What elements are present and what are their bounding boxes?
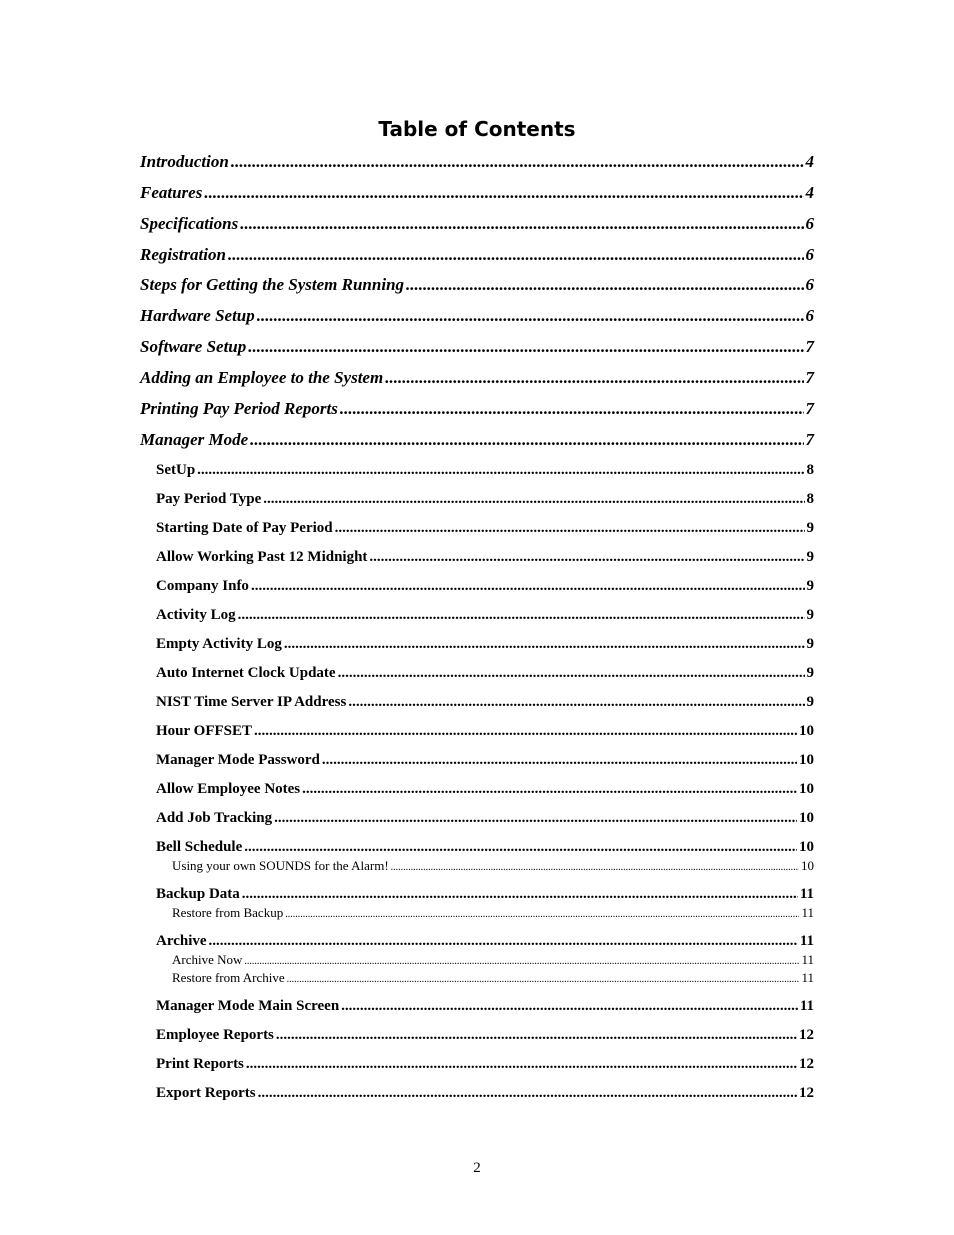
toc-entry[interactable] — [156, 692, 814, 712]
toc-entry-label: Employee Reports — [156, 1027, 274, 1043]
toc-entry-page: 9 — [806, 549, 814, 565]
toc-entry-page: 9 — [806, 636, 814, 652]
dot-leader — [244, 837, 797, 857]
toc-entry-page: 10 — [799, 752, 814, 768]
toc-entry[interactable] — [172, 970, 814, 988]
dot-leader — [238, 605, 805, 625]
toc-entry-label: Bell Schedule — [156, 839, 243, 855]
toc-entry-label: Manager Mode Main Screen — [156, 998, 340, 1014]
toc-entry-page: 6 — [805, 214, 814, 233]
toc-entry-page: 7 — [805, 368, 814, 387]
toc-entry-label: Backup Data — [156, 886, 240, 902]
dot-leader — [231, 151, 804, 173]
toc-entry[interactable] — [172, 905, 814, 923]
dot-leader — [244, 954, 799, 970]
dot-leader — [258, 1083, 797, 1103]
dot-leader — [322, 750, 797, 770]
toc-entry-label: Steps for Getting the System Running — [140, 275, 405, 294]
toc-entry[interactable] — [156, 1054, 814, 1074]
toc-entry-page: 8 — [806, 491, 814, 507]
dot-leader — [263, 489, 804, 509]
toc-entry-page: 12 — [799, 1056, 814, 1072]
dot-leader — [242, 884, 798, 904]
toc-entry-label: Restore from Archive — [172, 970, 285, 985]
toc-entry-page: 9 — [806, 520, 814, 536]
toc-entry[interactable] — [156, 931, 814, 951]
toc-entry-page: 9 — [806, 607, 814, 623]
toc-entry-page: 6 — [805, 275, 814, 294]
dot-leader — [209, 931, 798, 951]
page-title: Table of Contents — [378, 117, 576, 141]
toc-entry-label: NIST Time Server IP Address — [156, 694, 347, 710]
toc-entry[interactable] — [172, 858, 814, 876]
toc-entry[interactable] — [156, 884, 814, 904]
toc-entry[interactable] — [172, 952, 814, 970]
toc-entry-page: 4 — [805, 183, 814, 202]
dot-leader — [341, 996, 798, 1016]
toc-entry-label: Manager Mode Password — [156, 752, 320, 768]
toc-entry-page: 9 — [806, 578, 814, 594]
dot-leader — [204, 182, 803, 204]
toc-entry[interactable] — [140, 305, 814, 327]
toc-entry[interactable] — [156, 518, 814, 538]
dot-leader — [340, 398, 804, 420]
toc-entry-label: Restore from Backup — [172, 905, 284, 920]
toc-entry[interactable] — [140, 398, 814, 420]
dot-leader — [385, 367, 803, 389]
toc-entry-label: Printing Pay Period Reports — [140, 399, 338, 418]
toc-entry[interactable] — [140, 274, 814, 296]
toc-entry-label: Introduction — [140, 152, 229, 171]
dot-leader — [284, 634, 805, 654]
toc-entry-page: 11 — [799, 998, 814, 1014]
dot-leader — [257, 305, 804, 327]
dot-leader — [197, 460, 804, 480]
dot-leader — [276, 1025, 797, 1045]
toc-entry-label: Add Job Tracking — [156, 810, 273, 826]
toc-entry-label: Registration — [140, 245, 226, 264]
toc-entry[interactable] — [140, 367, 814, 389]
toc-entry-label: Archive Now — [172, 952, 243, 967]
toc-entry[interactable] — [140, 151, 814, 173]
toc-entry-label: Hardware Setup — [140, 306, 255, 325]
toc-entry-page: 11 — [801, 905, 814, 920]
dot-leader — [246, 1054, 797, 1074]
dot-leader — [369, 547, 804, 567]
toc-entry-page: 10 — [799, 723, 814, 739]
toc-entry-label: Manager Mode — [140, 430, 249, 449]
toc-entry[interactable] — [156, 996, 814, 1016]
toc-entry-label: Software Setup — [140, 337, 247, 356]
toc-entry-label: Activity Log — [156, 607, 236, 623]
toc-entry[interactable] — [156, 750, 814, 770]
toc-entry[interactable] — [156, 663, 814, 683]
toc-entry[interactable] — [156, 460, 814, 480]
dot-leader — [335, 518, 805, 538]
toc-entry-page: 12 — [799, 1027, 814, 1043]
toc-entry-label: Allow Employee Notes — [156, 781, 301, 797]
dot-leader — [250, 429, 803, 451]
toc-entry[interactable] — [156, 837, 814, 857]
toc-entry[interactable] — [156, 721, 814, 741]
dot-leader — [302, 779, 797, 799]
toc-entry-page: 11 — [801, 952, 814, 967]
dot-leader — [287, 972, 800, 988]
toc-entry-label: Hour OFFSET — [156, 723, 252, 739]
toc-entry-page: 9 — [806, 694, 814, 710]
toc-entry[interactable] — [156, 1025, 814, 1045]
toc-entry[interactable] — [156, 605, 814, 625]
dot-leader — [240, 213, 803, 235]
toc-entry-label: Allow Working Past 12 Midnight — [156, 549, 368, 565]
toc-entry-page: 11 — [799, 933, 814, 949]
dot-leader — [391, 860, 799, 876]
toc-entry-label: Print Reports — [156, 1056, 244, 1072]
dot-leader — [348, 692, 804, 712]
toc-entry-label: Features — [140, 183, 203, 202]
dot-leader — [338, 663, 805, 683]
toc-entry-label: Empty Activity Log — [156, 636, 282, 652]
toc-entry[interactable] — [156, 489, 814, 509]
toc-entry-page: 6 — [805, 245, 814, 264]
toc-entry-label: Company Info — [156, 578, 249, 594]
toc-entry[interactable] — [140, 336, 814, 358]
toc-entry-page: 7 — [805, 430, 814, 449]
toc-entry[interactable] — [156, 779, 814, 799]
toc-entry-page: 4 — [805, 152, 814, 171]
page-number: 2 — [473, 1160, 481, 1176]
toc-entry-page: 10 — [799, 781, 814, 797]
toc-entry-label: Specifications — [140, 214, 239, 233]
toc-entry-page: 7 — [805, 399, 814, 418]
toc-entry-page: 9 — [806, 665, 814, 681]
dot-leader — [406, 274, 803, 296]
toc-entry[interactable] — [156, 808, 814, 828]
dot-leader — [251, 576, 805, 596]
toc-entry-page: 12 — [799, 1085, 814, 1101]
toc-entry[interactable] — [156, 547, 814, 567]
toc-entry-page: 7 — [805, 337, 814, 356]
toc-entry[interactable] — [140, 244, 814, 266]
toc-entry-label: Export Reports — [156, 1085, 256, 1101]
toc-entry[interactable] — [156, 576, 814, 596]
dot-leader — [254, 721, 797, 741]
toc-entry-page: 8 — [806, 462, 814, 478]
toc-entry-label: Auto Internet Clock Update — [156, 665, 336, 681]
toc-entry-page: 11 — [799, 886, 814, 902]
toc-entry[interactable] — [156, 1083, 814, 1103]
toc-entry-page: 10 — [801, 858, 814, 873]
dot-leader — [248, 336, 803, 358]
toc-entry-label: Adding an Employee to the System — [140, 368, 384, 387]
toc-entry-label: Archive — [156, 933, 207, 949]
toc-entry[interactable] — [140, 213, 814, 235]
toc-entry[interactable] — [140, 429, 814, 451]
toc-entry-label: Starting Date of Pay Period — [156, 520, 333, 536]
toc-entry-page: 10 — [799, 810, 814, 826]
toc-entry[interactable] — [140, 182, 814, 204]
dot-leader — [285, 907, 799, 923]
toc-entry-page: 11 — [801, 970, 814, 985]
toc-entry-label: Using your own SOUNDS for the Alarm! — [172, 858, 389, 873]
toc-entry-label: SetUp — [156, 462, 196, 478]
toc-entry[interactable] — [156, 634, 814, 654]
dot-leader — [274, 808, 797, 828]
dot-leader — [228, 244, 804, 266]
toc-entry-page: 6 — [805, 306, 814, 325]
toc-entry-page: 10 — [799, 839, 814, 855]
toc-entry-label: Pay Period Type — [156, 491, 262, 507]
